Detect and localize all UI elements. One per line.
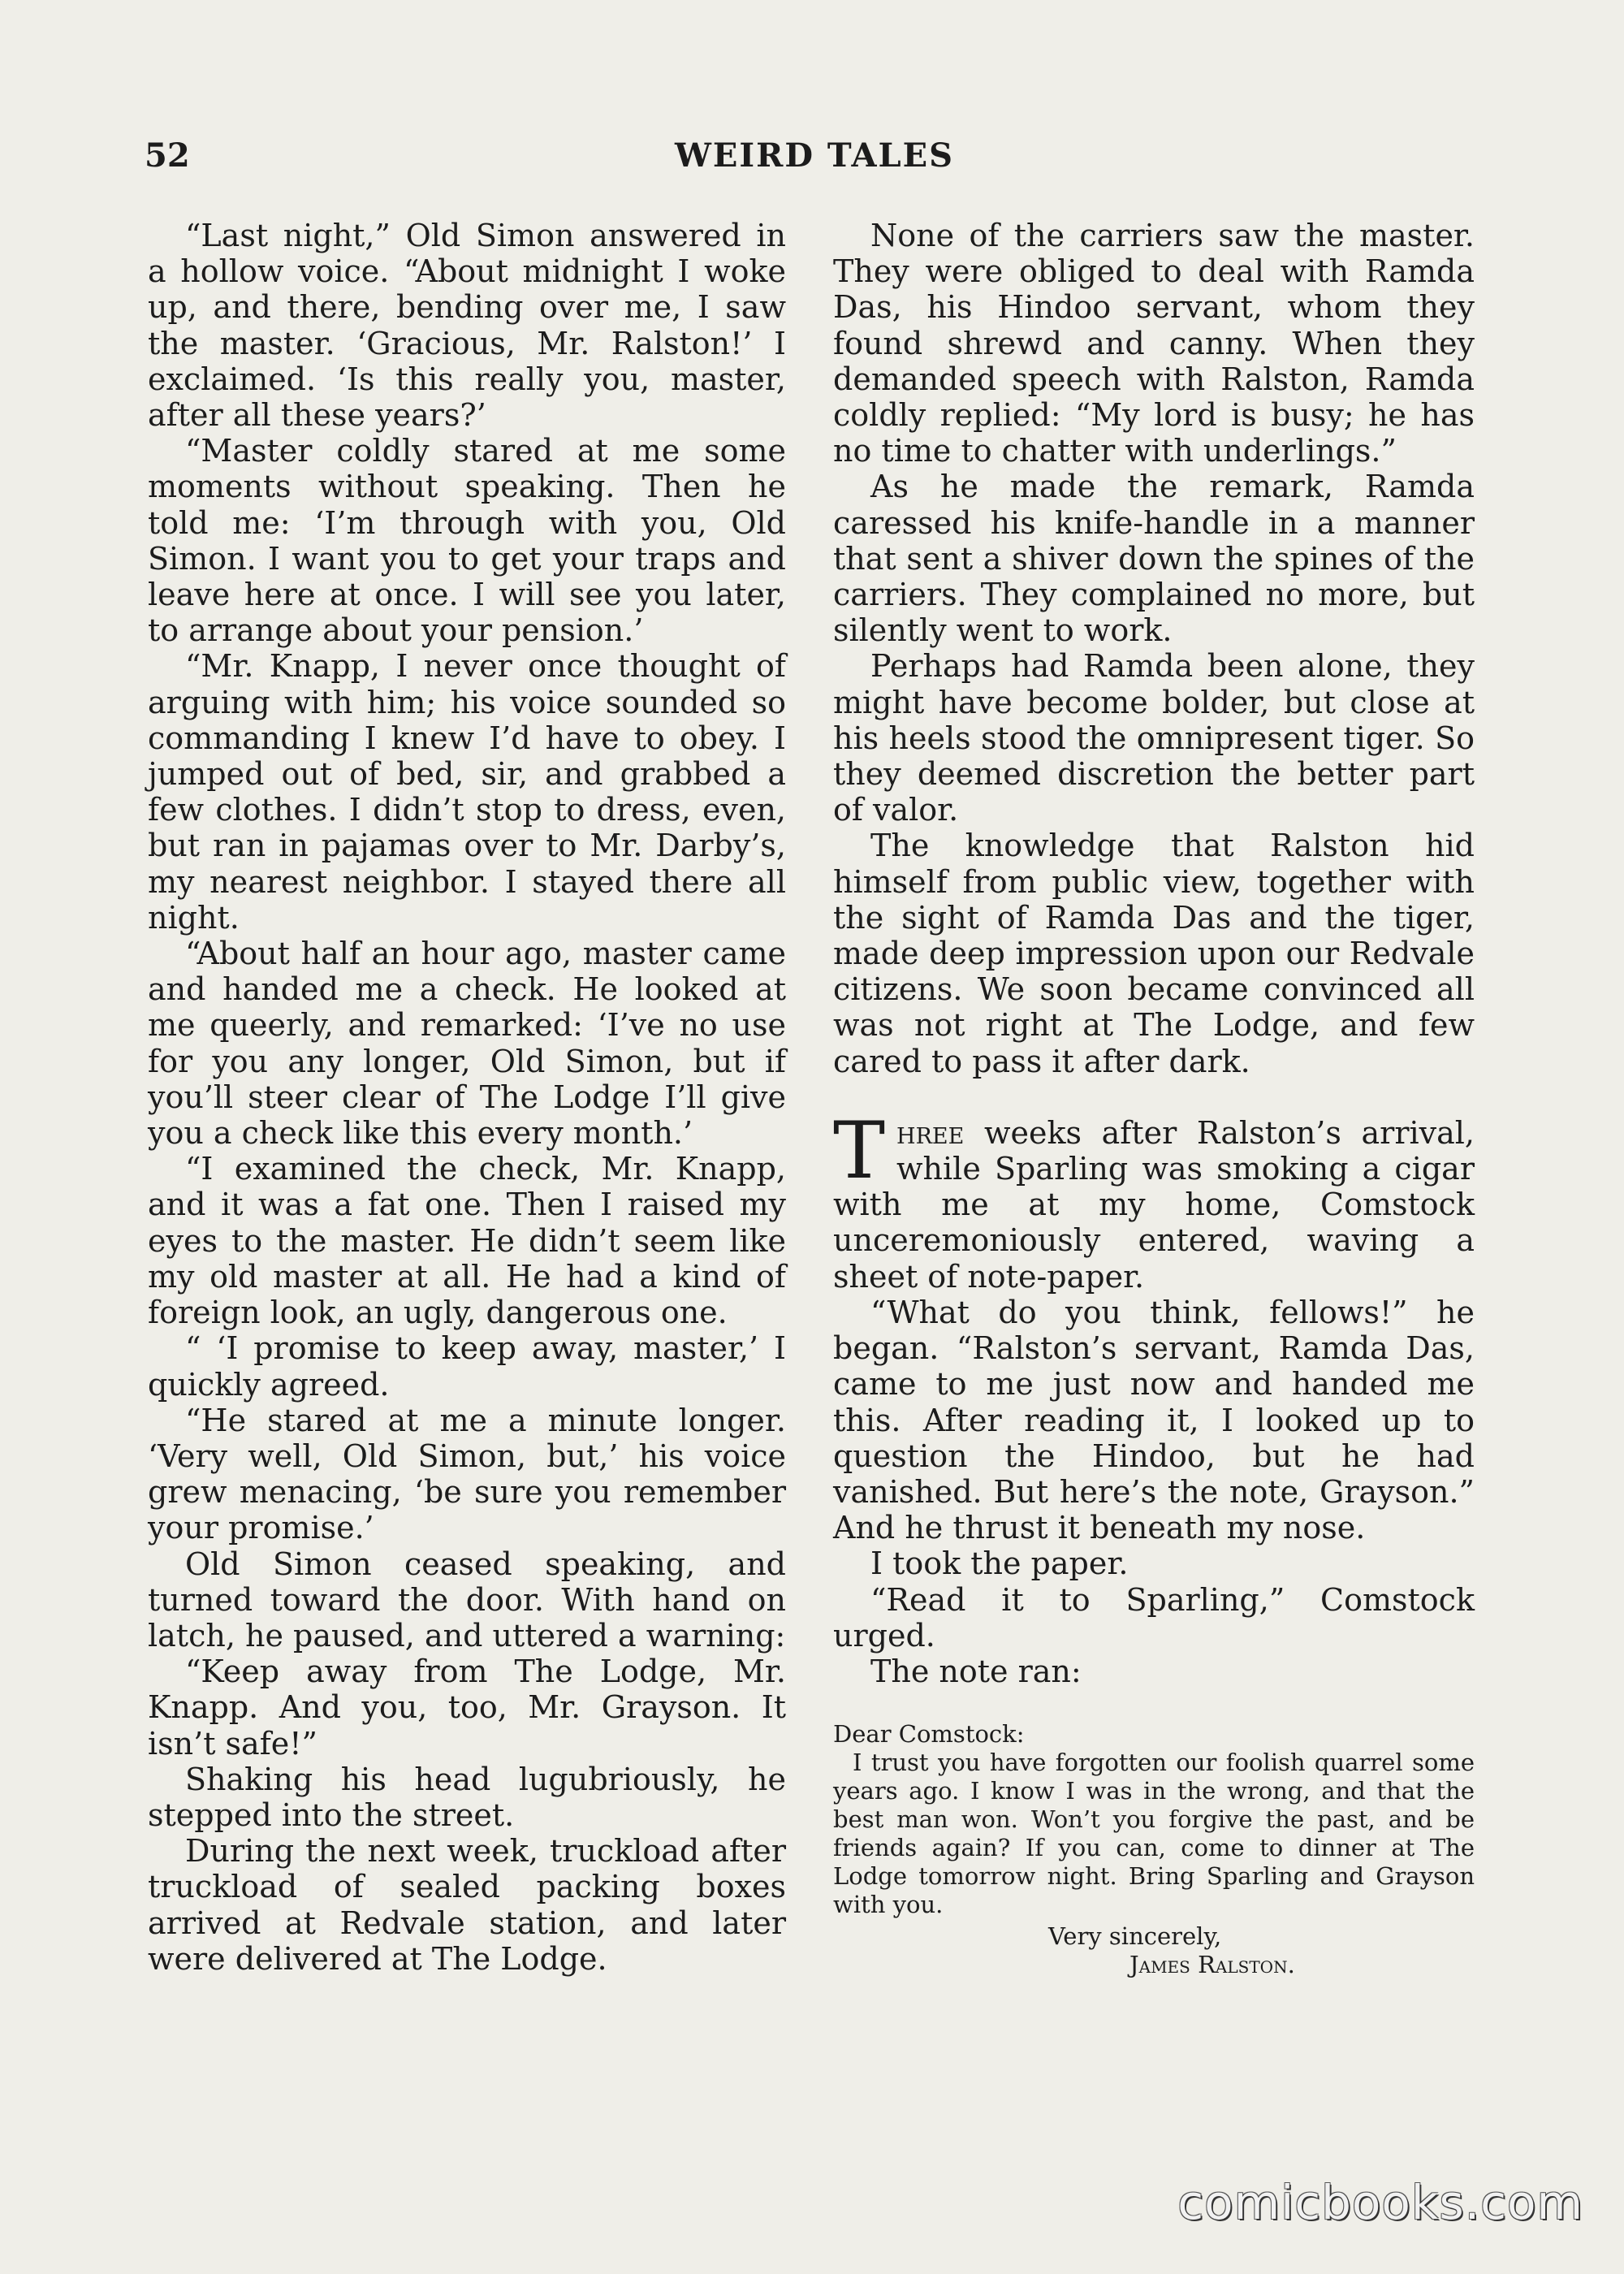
paragraph: “I examined the check, Mr. Knapp, and it was a fat one. Then I raised my eyes to the master. He didn’t seem like my old master at all. He had a kind of foreign look, an ugly, dangerous one. [148,1151,786,1331]
letter-signature: James Ralston. [1129,1951,1295,1979]
letter-salutation: Dear Comstock: [833,1720,1025,1749]
page-header [145,136,1484,185]
section-break [833,1079,1475,1115]
paragraph: The knowledge that Ralston hid himself from public view, together with the sight of Ramda Das and the tiger, made deep impression upon our Redvale citizens. We soon became convinced all was not right at The Lodge, and few cared to pass it after dark. [833,828,1475,1079]
paragraph: “Mr. Knapp, I never once thought of arguing with him; his voice sounded so commanding I knew I’d have to obey. I jumped out of bed, sir, and grabbed a few clothes. I didn’t stop to dress, even, but ran in pajamas over to Mr. Darby’s, my nearest neighbor. I stayed there all night. [148,648,786,936]
paragraph: I took the paper. [870,1546,1129,1582]
paragraph: “What do you think, fellows!” he began. “Ralston’s servant, Ramda Das, came to me just now and handed me this. After reading it, I looked up to question the Hindoo, but he had vanished. But here’s the note, Grayson.” And he thrust it beneath my nose. [833,1294,1475,1546]
small-caps-lead: hree [896,1114,965,1151]
paragraph: “ ‘I promise to keep away, master,’ I quickly agreed. [148,1330,786,1403]
right-column [833,218,1475,1979]
paragraph: “Master coldly stared at me some moments without speaking. Then he told me: ‘I’m through with you, Old Simon. I want you to get your traps and leave here at once. I will see you later, to arrange about your pension.’ [148,433,786,649]
paragraph: “He stared at me a minute longer. ‘Very well, Old Simon, but,’ his voice grew menacing, ‘be sure you remember your promise.’ [148,1402,786,1546]
page-number: 52 [145,136,190,175]
paragraph: The note ran: [870,1653,1082,1689]
paragraph: As he made the remark, Ramda caressed his knife-handle in a manner that sent a shiver down the spines of the carriers. They complained no more, but silently went to work. [833,469,1475,649]
watermark: comicbooks.com [1177,2175,1583,2230]
paragraph: “Read it to Sparling,” Comstock urged. [833,1581,1475,1654]
paragraph: “About half an hour ago, master came and handed me a check. He looked at me queerly, and remarked: ‘I’ve no use for you any longer, Old Simon, but if you’ll steer clear of The Lodge I’ll give you a check like this every month.’ [148,936,786,1152]
paragraph: “Last night,” Old Simon answered in a hollow voice. “About midnight I woke up, and there, bending over me, I saw the master. ‘Gracious, Mr. Ralston!’ I exclaimed. ‘Is this really you, master, after all these years?’ [148,218,786,434]
opening-text: weeks after Ralston’s arrival, while Sparling was smoking a cigar with me at my home, Comstock unceremoniously entered, waving a sheet of note-paper. [833,1114,1475,1295]
drop-cap: T [833,1105,886,1196]
paragraph: During the next week, truckload after truckload of sealed packing boxes arrived at Redvale station, and later were delivered at The Lodge. [148,1833,786,1977]
paragraph: “Keep away from The Lodge, Mr. Knapp. And you, too, Mr. Grayson. It isn’t safe!” [148,1654,786,1762]
paragraph: Shaking his head lugubriously, he stepped into the street. [148,1761,786,1833]
left-column [148,218,786,1977]
paragraph: Perhaps had Ramda been alone, they might have become bolder, but close at his heels stood the omnipresent tiger. So they deemed discretion the better part of valor. [833,648,1475,828]
running-title: WEIRD TALES [674,136,955,175]
quoted-letter [833,1720,1475,1979]
letter-body: I trust you have forgotten our foolish quarrel some years ago. I know I was in the wrong, and that the best man won. Won’t you forgive the past, and be friends again? If you can, come to dinner at The Lodge tomorrow night. Bring Sparling and Grayson with you. [833,1749,1475,1919]
paragraph: None of the carriers saw the master. They were obliged to deal with Ramda Das, his Hindoo servant, whom they found shrewd and canny. When they demanded speech with Ralston, Ramda coldly replied: “My lord is busy; he has no time to chatter with underlings.” [833,218,1475,469]
letter-closing: Very sincerely, [1048,1922,1222,1951]
section-opening-paragraph [833,1105,1475,1295]
paragraph: Old Simon ceased speaking, and turned toward the door. With hand on latch, he paused, and uttered a warning: [148,1546,786,1654]
